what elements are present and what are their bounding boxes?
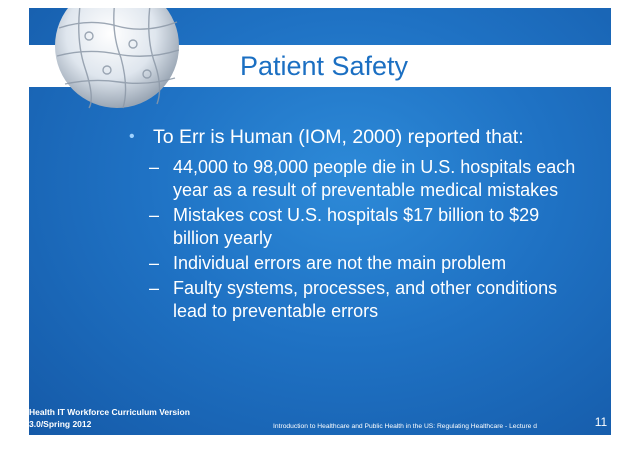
puzzle-globe-icon — [29, 8, 179, 120]
dash-icon: – — [149, 157, 160, 177]
dash-icon: – — [149, 205, 160, 225]
main-bullet-text: To Err is Human (IOM, 2000) reported that: — [153, 126, 524, 148]
sub-bullet-text: Faulty systems, processes, and other conditions lead to preventable errors — [173, 278, 558, 321]
dash-icon: – — [149, 253, 160, 273]
sub-bullet-text: Mistakes cost U.S. hospitals $17 billion to $29 billion yearly — [173, 205, 540, 248]
main-bullet — [129, 124, 589, 150]
sub-bullet — [129, 252, 589, 275]
sub-bullet-text: Individual errors are not the main problem — [173, 253, 507, 273]
sub-bullet — [129, 277, 589, 323]
sub-bullet-text: 44,000 to 98,000 people die in U.S. hospitals each year as a result of preventable medical mistakes — [173, 157, 576, 200]
page-number: 11 — [594, 415, 608, 429]
sub-bullet — [129, 204, 589, 250]
footer-version: Health IT Workforce Curriculum Version 3.0/Spring 2012 — [29, 407, 190, 429]
footer-course-title: Introduction to Healthcare and Public Health in the US: Regulating Healthcare - Lecture d — [273, 423, 537, 430]
dash-icon: – — [149, 278, 160, 298]
slide-title: Patient Safety — [239, 51, 409, 81]
sub-bullet — [129, 156, 589, 202]
bullet-icon: • — [129, 128, 135, 145]
content-area — [129, 124, 589, 323]
slide — [29, 8, 611, 435]
